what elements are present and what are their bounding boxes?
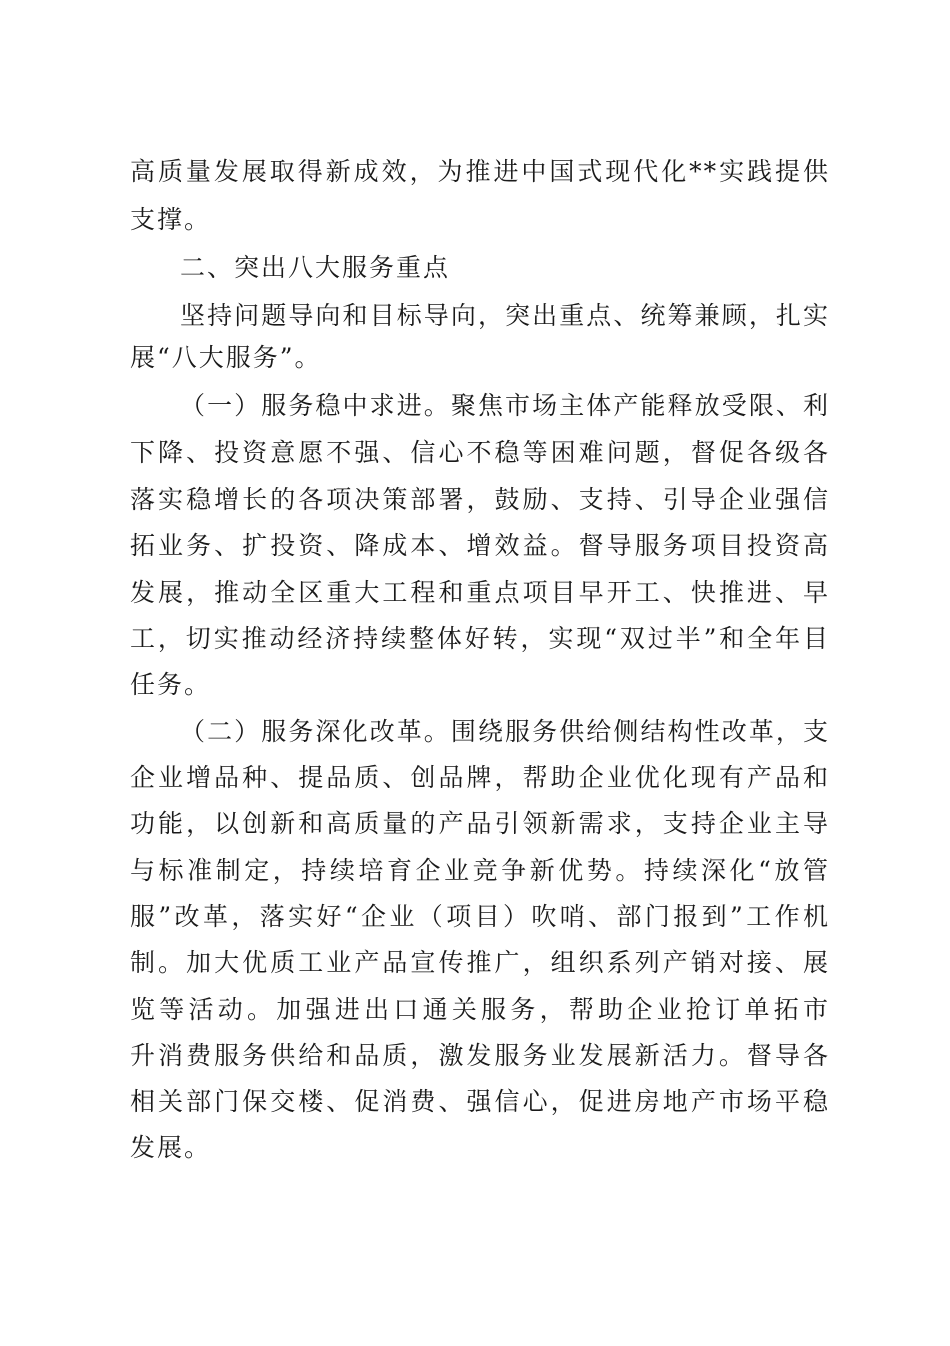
text-line: 相关部门保交楼、促消费、强信心，促进房地产市场平稳 xyxy=(130,1087,830,1116)
text-line: 任务。 xyxy=(130,670,212,699)
text-line: 拓业务、扩投资、降成本、增效益。督导服务项目投资高 xyxy=(130,531,830,560)
text-line: 服”改革，落实好“企业（项目）吹哨、部门报到”工作机 xyxy=(130,902,830,931)
text-line: 制。加大优质工业产品宣传推广，组织系列产销对接、展 xyxy=(130,948,830,977)
text-line: 落实稳增长的各项决策部署，鼓励、支持、引导企业强信 xyxy=(130,485,830,514)
text-line: 工，切实推动经济持续整体好转，实现“双过半”和全年目 xyxy=(130,624,830,653)
text-line: （二）服务深化改革。围绕服务供给侧结构性改革，支 xyxy=(180,717,830,746)
text-line: （一）服务稳中求进。聚焦市场主体产能释放受限、利 xyxy=(180,391,830,420)
text-line: 功能，以创新和高质量的产品引领新需求，支持企业主导 xyxy=(130,809,830,838)
text-line: 展“八大服务”。 xyxy=(130,343,322,372)
text-line: 支撑。 xyxy=(130,205,212,234)
text-line: 与标准制定，持续培育企业竞争新优势。持续深化“放管 xyxy=(130,856,830,885)
text-line: 坚持问题导向和目标导向，突出重点、统筹兼顾，扎实 xyxy=(180,301,830,330)
text-line: 升消费服务供给和品质，激发服务业发展新活力。督导各 xyxy=(130,1041,830,1070)
text-line: 下降、投资意愿不强、信心不稳等困难问题，督促各级各 xyxy=(130,438,830,467)
text-line: 发展，推动全区重大工程和重点项目早开工、快推进、早 xyxy=(130,578,830,607)
section-heading: 二、突出八大服务重点 xyxy=(180,253,451,282)
text-line: 企业增品种、提品质、创品牌，帮助企业优化现有产品和 xyxy=(130,763,830,792)
text-line: 发展。 xyxy=(130,1133,212,1162)
text-line: 览等活动。加强进出口通关服务，帮助企业抢订单拓市 xyxy=(130,995,830,1024)
text-line: 高质量发展取得新成效，为推进中国式现代化**实践提供 xyxy=(130,157,830,186)
